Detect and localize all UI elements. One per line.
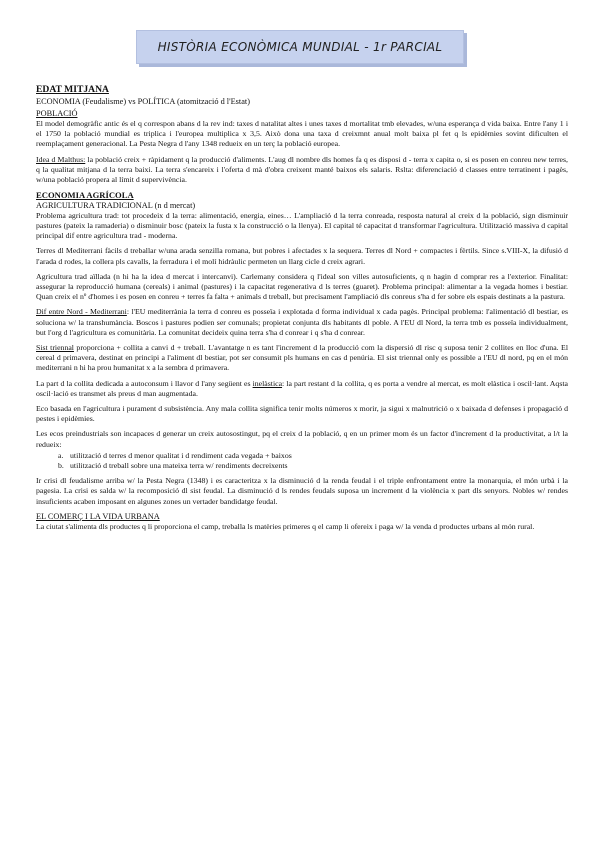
paragraph-collita-a: La part d la collita dedicada a autoconsum i llavor d l'any següent es xyxy=(36,378,253,388)
paragraph-malthus xyxy=(36,155,568,186)
paragraph-sist-triennal xyxy=(36,343,568,374)
list-marker: b. xyxy=(58,460,64,470)
list-item-text: utilització d terres d menor qualitat i d rendiment cada vegada + baixos xyxy=(70,450,292,460)
paragraph-collita xyxy=(36,379,568,399)
list-factors xyxy=(36,451,568,471)
list-item-text: utilització d treball sobre una mateixa terra w/ rendiments decreixents xyxy=(70,460,288,470)
paragraph-demografia: El model demogràfic antic és el q correspon abans d la rev ind: taxes d natalitat altes i unes taxes d mortalitat tmb elevades, w/una esperança d vida baixa. Entre l'any 1 i el 1750 la població mundial es triplica i l'europea multiplica x 3,5. Això dona una taxa d creixmnt anual molt baixa pl fet q ls epidèmies sovint dificulten el reemplaçament generacional. La Pesta Negra d l'any 1348 redueix en un terç la població europea. xyxy=(36,119,568,149)
title-banner xyxy=(136,30,464,64)
paragraph-crisi-feudalisme: Ir crisi dl feudalisme arriba w/ la Pesta Negra (1348) i es caracteritza x la disminució d la renda feudal i el triple enfrontament entre la monarquia, el món urbà i la pagesia. La crisi es salda w/ la recomposició dl sist feudal. La disminució d ls rendes feudals suposa un increment d la violència x part dls senyors. Nobles w/ rendes insuficients acaben imposant en algunes zones un vertader bandidatge feudal. xyxy=(36,476,568,506)
document-body xyxy=(36,84,568,537)
paragraph-problema-agricultura: Problema agricultura trad: tot procedeix d la terra: alimentació, energia, eines… L'ampliació d la terra conreada, resposta natural al creix d la població, sign disminuir pastures (pateix la ramaderia) o disminuir bosc (pateix la fusta x la construcció o la llenya). El capital té capacitat d transformar l'agricultura. Utilització massiva d capital principal dif entre agricultura trad - moderna. xyxy=(36,210,568,241)
term-inelastica: inelàstica xyxy=(252,378,283,388)
term-nord-mediterrani: Dif entre Nord - Mediterrani xyxy=(36,307,127,317)
term-sist-triennal: Sist triennal xyxy=(36,342,74,352)
heading-comerc: EL COMERÇ I LA VIDA URBANA xyxy=(36,511,160,521)
list-marker: a. xyxy=(58,450,64,460)
paragraph-sist-triennal-text: proporciona + collita a canvi d + treball. L'avantatge n es tant l'increment d la producció com la dispersió dl risc q suposa tenir 2 collites en lloc d'una. El cereal d primavera, destinat en principi a l'aliment dl bestiar, pot ser consumit pls humans en cas d penúria. El sist triennal only es possible a l'EU dl nord, pq en el món mediterrani n hi ha prou humanitat x a la sembra d primavera. xyxy=(36,342,568,373)
paragraph-nord-mediterrani xyxy=(36,307,568,338)
paragraph-subsistencia: Eco basada en l'agricultura i purament d subsistència. Any mala collita significa tenir molts números x morir, ja sigui x malnutrició o x baixada d defenses i propagació d pestes i epidèmies. xyxy=(36,403,568,424)
heading-poblacio: POBLACIÓ xyxy=(36,109,78,118)
paragraph-malthus-text: la població creix + ràpidament q la producció d'aliments. L'aug dl nombre dls homes fa q es disposi d - terra x capita o, si es posen en conreu new terres, q la qualitat mitjana d la terra baixi. La terra s'encareix i l'oferta d mà d'obra creixent manté baixos els salaris. Rslta: diferenciació d classes entre terratinent i pagès, w/una població propera al límit d supervivència. xyxy=(36,154,568,185)
paragraph-agricultura-aillada: Agricultura trad aïllada (n hi ha la idea d mercat i intercanvi). Carlemany considera q l'ideal son villes autosuficients, q n hagin d comprar res a l'exterior. Finalitat: assegurar la reproducció humana (cereals) i animal (pastures) i la capacitat regenerativa d ls terres (guaret). Problema principal: alimentar a la vegada homes i bestiar. Quan creix el nº d'homes i es posen en conreu + terres fa falta + animals d treball, but precisament l'ampliació dls conreus s'ha d fer sobre els espais destinats a la pastura. xyxy=(36,271,568,302)
document-title: HISTÒRIA ECONÒMICA MUNDIAL - 1r PARCIAL xyxy=(157,40,443,54)
paragraph-ciutat: La ciutat s'alimenta dls productes q li proporciona el camp, treballa ls matèries primeres q el camp li ofereix i paga w/ la venda d productes urbans al món rural. xyxy=(36,521,535,531)
heading-edat-mitjana: EDAT MITJANA xyxy=(36,84,109,95)
heading-economia-agricola: ECONOMIA AGRÍCOLA xyxy=(36,190,134,201)
paragraph-nord-mediterrani-text: : l'EU mediterrània la terra d conreu es posseïa i explotada d forma individual x cada pagès. Principal problema: l'alimentació dl bestiar, es soluciona w/ la transhumància. Boscos i pastures podien ser comunals; propietat conjunta dls habitants dl poble. A l'EU dl Nord, la terra tmb es posseïa individualment, but l'org d l'agricultura es comunitària. La comunitat decideix quina terra s'ha d conrear i q s'ha d conrear. xyxy=(36,307,568,337)
list-item xyxy=(36,461,568,471)
paragraph-collita-b: : la part restant d la collita, q es porta a vendre al mercat, es molt elàstica i oscil·lant. Aqsta oscil·lació es transmet als preus d man augmentada. xyxy=(36,378,568,398)
heading-economia: ECONOMIA (Feudalisme) vs POLÍTICA (atomització d l'Estat) xyxy=(36,97,250,106)
paragraph-ecos-preindustrials: Les ecos preindustrials son incapaces d generar un creix autosostingut, pq el creix d la població, q en un primer mom és un factor d'increment d la productivitat, a l/t la redueix: xyxy=(36,429,568,449)
paragraph-terres: Terres dl Mediterrani fàcils d treballar w/una arada senzilla romana, but pobres i afectades x la sequera. Terres dl Nord + compactes i fèrtils. Since s.VIII-X, la difusió d l'arada d rodes, la collera pls cavalls, la ferradura i el molí hidràulic permeten un llarg cicle d creix agrari. xyxy=(36,246,568,266)
list-item xyxy=(36,451,568,461)
heading-agricultura-tradicional: AGRICULTURA TRADICIONAL (n d mercat) xyxy=(36,200,196,210)
term-malthus: Idea d Malthus: xyxy=(36,154,86,164)
